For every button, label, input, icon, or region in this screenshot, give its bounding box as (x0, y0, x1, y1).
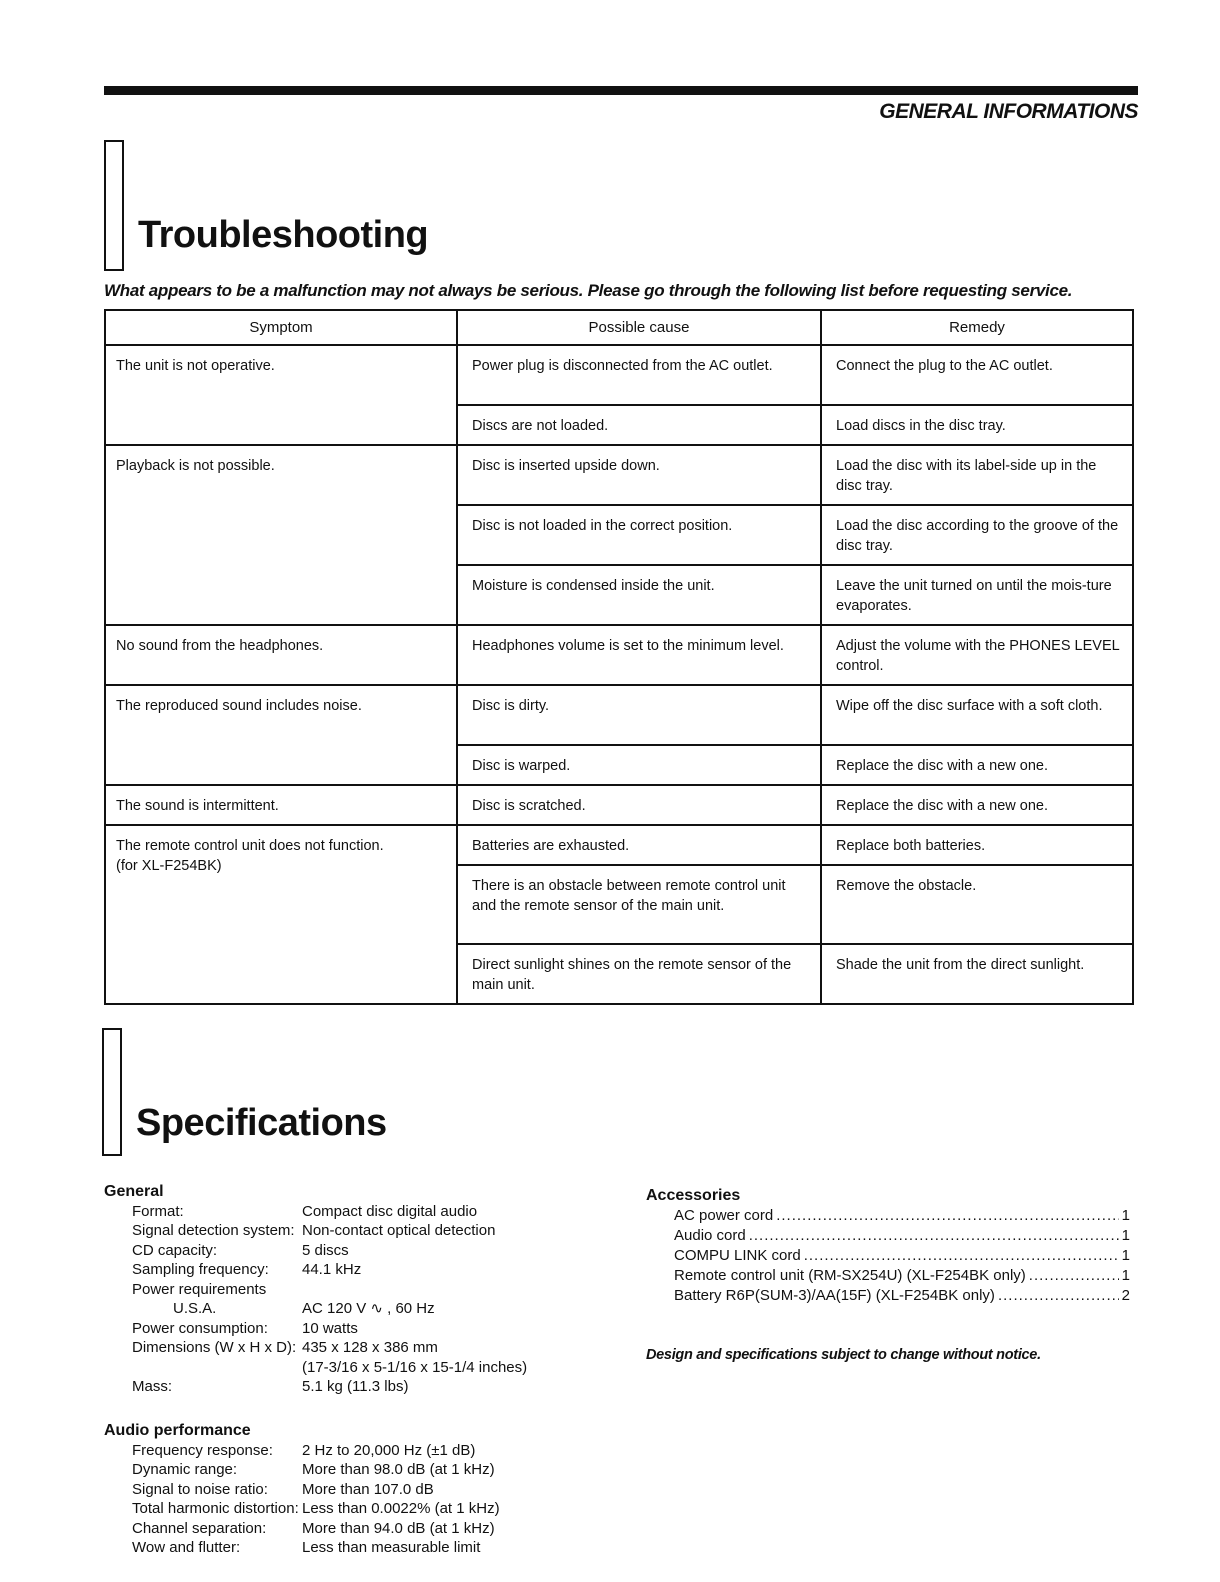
spec-label: CD capacity: (132, 1241, 218, 1259)
remedy-cell: Replace the disc with a new one. (821, 785, 1133, 825)
accessory-name: AC power cord (674, 1207, 774, 1224)
general-heading: General (104, 1183, 164, 1200)
general-specs (104, 1182, 527, 1397)
table-row (105, 345, 1133, 405)
cause-cell: There is an obstacle between remote control unit and the remote sensor of the main unit. (457, 865, 821, 944)
section-header: GENERAL INFORMATIONS (879, 100, 1138, 123)
spec-value: (17-3/16 x 5-1/16 x 15-1/4 inches) (302, 1358, 528, 1376)
table-row (105, 625, 1133, 685)
spec-row (104, 1221, 527, 1241)
accessories-heading: Accessories (646, 1187, 741, 1204)
spec-label: Power requirements (132, 1280, 267, 1298)
spec-label: U.S.A. (173, 1300, 217, 1317)
cause-cell: Discs are not loaded. (457, 405, 821, 445)
spec-label: Channel separation: (132, 1519, 267, 1537)
spec-row (104, 1299, 527, 1319)
remedy-cell: Leave the unit turned on until the mois-ture evaporates. (821, 565, 1133, 625)
accessory-qty: 1 (1121, 1207, 1130, 1224)
remedy-cell: Connect the plug to the AC outlet. (821, 345, 1133, 405)
accessories-list (646, 1186, 1130, 1306)
spec-value: 5.1 kg (11.3 lbs) (302, 1378, 409, 1395)
remedy-cell: Load the disc according to the groove of the disc tray. (821, 505, 1133, 565)
cause-cell: Power plug is disconnected from the AC outlet. (457, 345, 821, 405)
spec-row (104, 1319, 527, 1339)
spec-row (104, 1499, 500, 1519)
remedy-cell: Load discs in the disc tray. (821, 405, 1133, 445)
spec-label: Total harmonic distortion: (132, 1500, 299, 1517)
symptom-cell (105, 825, 457, 1004)
spec-value: More than 98.0 dB (at 1 kHz) (302, 1461, 495, 1478)
spec-row (104, 1441, 500, 1461)
list-item (646, 1286, 1130, 1306)
remedy-cell: Load the disc with its label-side up in the disc tray. (821, 445, 1133, 505)
spec-label (104, 1358, 302, 1378)
spec-label: Wow and flutter: (132, 1539, 241, 1556)
remedy-cell: Adjust the volume with the PHONES LEVEL control. (821, 625, 1133, 685)
spec-value: More than 94.0 dB (at 1 kHz) (302, 1519, 495, 1537)
accessory-name: Audio cord (674, 1227, 746, 1244)
spec-label: Dimensions (W x H x D): (132, 1339, 297, 1356)
remedy-cell: Wipe off the disc surface with a soft cloth. (821, 685, 1133, 745)
symptom-cell: The reproduced sound includes noise. (105, 685, 457, 785)
table-row (105, 685, 1133, 745)
symptom-model-note: (for XL-F254BK) (116, 858, 222, 874)
cause-cell: Direct sunlight shines on the remote sensor of the main unit. (457, 944, 821, 1004)
spec-label: Sampling frequency: (132, 1261, 269, 1278)
spec-row (104, 1241, 527, 1261)
spec-label: Dynamic range: (132, 1461, 238, 1478)
spec-row (104, 1480, 500, 1500)
list-item (646, 1266, 1130, 1286)
symptom-cell: The sound is intermittent. (105, 785, 457, 825)
list-item (646, 1226, 1130, 1246)
troubleshooting-marker (104, 140, 124, 271)
column-header-symptom: Symptom (105, 310, 457, 345)
spec-value: 44.1 kHz (302, 1261, 362, 1278)
cause-cell: Disc is scratched. (457, 785, 821, 825)
dot-leader (1029, 1266, 1119, 1286)
symptom-cell: Playback is not possible. (105, 445, 457, 625)
spec-value: Non-contact optical detection (302, 1222, 496, 1239)
specifications-title: Specifications (136, 1102, 387, 1144)
accessory-name: Remote control unit (RM-SX254U) (XL-F254BK only) (674, 1267, 1026, 1284)
spec-label: Format: (132, 1202, 184, 1220)
table-row (105, 445, 1133, 505)
spec-label: Signal to noise ratio: (132, 1480, 268, 1498)
list-item (646, 1246, 1130, 1266)
spec-row (104, 1260, 527, 1280)
spec-value: Less than 0.0022% (at 1 kHz) (302, 1500, 500, 1517)
list-item (646, 1206, 1130, 1226)
spec-value: 435 x 128 x 386 mm (302, 1339, 438, 1356)
audio-heading: Audio performance (104, 1422, 251, 1439)
spec-row (104, 1358, 527, 1378)
cause-cell: Batteries are exhausted. (457, 825, 821, 865)
spec-row (104, 1338, 527, 1358)
symptom-cell: No sound from the headphones. (105, 625, 457, 685)
dot-leader (776, 1206, 1118, 1226)
table-row (105, 825, 1133, 865)
troubleshooting-intro: What appears to be a malfunction may not always be serious. Please go through the following list before requesting service. (104, 281, 1073, 300)
cause-cell: Disc is not loaded in the correct position. (457, 505, 821, 565)
accessory-name: COMPU LINK cord (674, 1247, 801, 1264)
spec-row (104, 1519, 500, 1539)
spec-label: Frequency response: (132, 1441, 273, 1459)
column-header-remedy: Remedy (821, 310, 1133, 345)
spec-value: 2 Hz to 20,000 Hz (±1 dB) (302, 1441, 476, 1459)
remedy-cell: Replace both batteries. (821, 825, 1133, 865)
spec-value: Compact disc digital audio (302, 1202, 478, 1220)
accessory-name: Battery R6P(SUM-3)/AA(15F) (XL-F254BK only) (674, 1287, 995, 1304)
spec-value: More than 107.0 dB (302, 1480, 434, 1498)
spec-value: Less than measurable limit (302, 1539, 481, 1556)
dot-leader (998, 1286, 1119, 1306)
dot-leader (804, 1246, 1119, 1266)
symptom-text: The remote control unit does not function. (116, 838, 384, 854)
table-header-row (105, 310, 1133, 345)
spec-row (104, 1377, 527, 1397)
spec-label: Signal detection system: (132, 1222, 295, 1239)
cause-cell: Moisture is condensed inside the unit. (457, 565, 821, 625)
accessory-qty: 1 (1121, 1247, 1130, 1264)
spec-row (104, 1460, 500, 1480)
accessory-qty: 2 (1121, 1287, 1130, 1304)
header-rule (104, 86, 1138, 95)
spec-value: 5 discs (302, 1241, 349, 1259)
spec-label: Power consumption: (132, 1319, 268, 1337)
specifications-note: Design and specifications subject to change without notice. (646, 1347, 1041, 1363)
cause-cell: Disc is dirty. (457, 685, 821, 745)
remedy-cell: Shade the unit from the direct sunlight. (821, 944, 1133, 1004)
accessory-qty: 1 (1121, 1227, 1130, 1244)
cause-cell: Disc is warped. (457, 745, 821, 785)
spec-value: AC 120 V ∿ , 60 Hz (302, 1300, 435, 1317)
table-row (105, 785, 1133, 825)
specifications-marker (102, 1028, 122, 1156)
cause-cell: Disc is inserted upside down. (457, 445, 821, 505)
audio-specs (104, 1421, 500, 1558)
column-header-cause: Possible cause (457, 310, 821, 345)
spec-value: 10 watts (302, 1319, 358, 1337)
spec-row (104, 1202, 527, 1222)
remedy-cell: Replace the disc with a new one. (821, 745, 1133, 785)
symptom-cell: The unit is not operative. (105, 345, 457, 445)
troubleshooting-table (104, 309, 1134, 1005)
spec-label: Mass: (132, 1378, 173, 1395)
spec-row (104, 1538, 500, 1558)
dot-leader (749, 1226, 1119, 1246)
cause-cell: Headphones volume is set to the minimum level. (457, 625, 821, 685)
troubleshooting-title: Troubleshooting (138, 214, 429, 256)
remedy-cell: Remove the obstacle. (821, 865, 1133, 944)
spec-row (104, 1280, 527, 1300)
accessory-qty: 1 (1121, 1267, 1130, 1284)
